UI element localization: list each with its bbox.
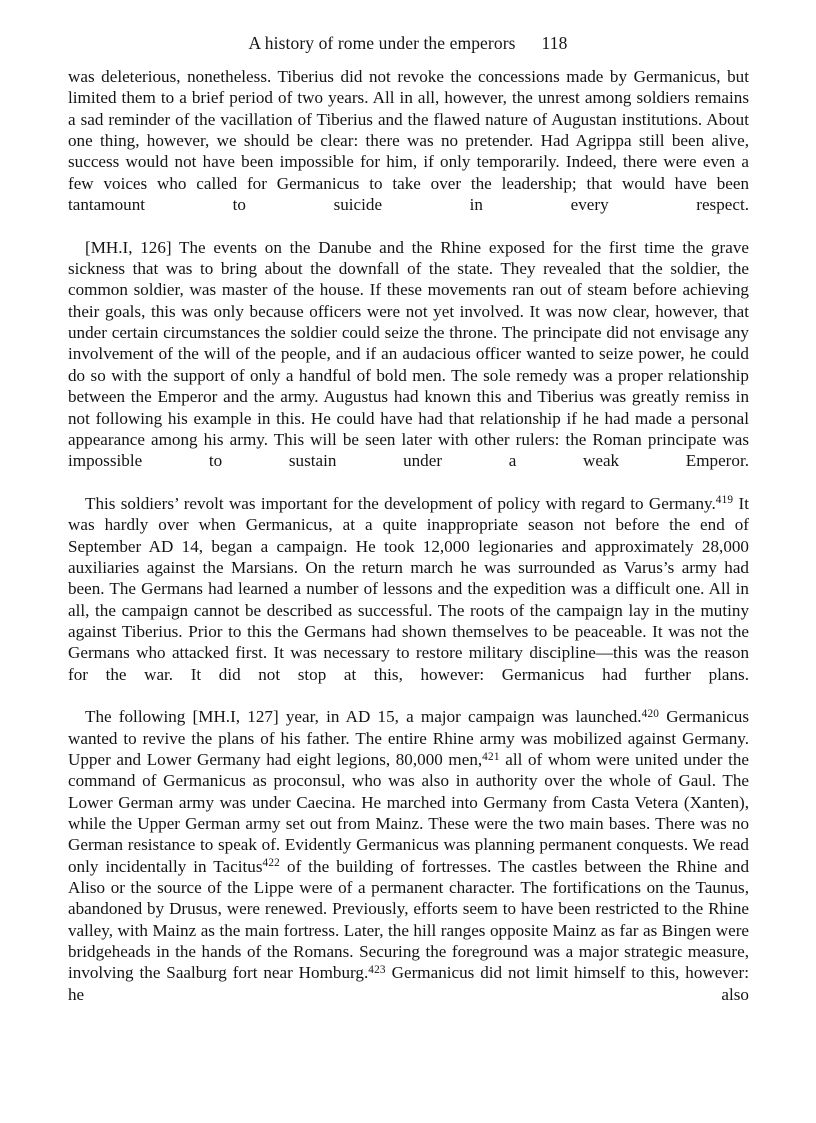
body-paragraph [68,66,749,237]
paragraph-text: It was hardly over when Germanicus, at a quite inappropriate season not before the end of September AD 14, began a campaign. He took 12,000 legionaries and approximately 28,000 auxiliaries against the Marsians. On the return march he was surrounded as Varus’s army had been. The Germans had learned a number of lessons and the expedition was a difficult one. All in all, the campaign cannot be described as successful. The roots of the campaign lay in the mutiny against Tiberius. Prior to this the Germans had shown themselves to be peaceable. It was not the Germans who attacked first. It was necessary to restore military discipline—this was the reason for the war. It did not stop at this, however: Germanicus had further plans. [68,493,749,684]
paragraph-text: The following [MH.I, 127] year, in AD 15, a major campaign was launched. [85,707,642,727]
body-paragraph [68,493,749,706]
running-header-title: A history of rome under the emperors [248,33,516,53]
paragraph-text: Germanicus did not limit himself to this, however: he also [68,963,749,1004]
body-paragraph [68,706,749,1026]
paragraph-text: all of whom were united under the command of Germanicus as proconsul, who was also in authority over the whole of Gaul. The Lower German army was under Caecina. He marched into Germany from Casta Vetera (Xanten), while the Upper German army set out from Mainz. These were the two main bases. There was no German resistance to speak of. Evidently Germanicus was planning permanent conquests. We read only incidentally in Tacitus [68,750,749,876]
page-number: 118 [541,33,568,53]
paragraph-text: [MH.I, 126] The events on the Danube and the Rhine exposed for the first time the grave sickness that was to bring about the downfall of the state. They revealed that the soldier, the common soldier, was master of the house. If these movements ran out of steam before achieving their goals, this was only because officers were not yet involved. It was now clear, however, that under certain circumstances the soldier could seize the throne. The principate did not envisage any involvement of the will of the people, and if an audacious officer wanted to seize power, he could do so with the support of only a handful of bold men. The sole remedy was a proper relationship between the Emperor and the army. Augustus had known this and Tiberius was greatly remiss in not following his example in this. He could have had that relationship if he had made a personal appearance among his army. This will be seen later with other rulers: the Roman principate was impossible to sustain under a weak Emperor. [68,237,749,471]
body-text-block [68,66,749,1026]
body-paragraph [68,237,749,493]
footnote-marker[interactable]: 422 [262,857,280,870]
paragraph-text: Germanicus wanted to revive the plans of his father. The entire Rhine army was mobilized against Germany. Upper and Lower Germany had eight legions, 80,000 men, [68,707,749,769]
paragraph-text: This soldiers’ revolt was important for the development of policy with regard to Germany. [85,493,716,513]
footnote-marker[interactable]: 420 [641,707,660,720]
footnote-marker[interactable]: 419 [715,494,734,507]
paragraph-text: was deleterious, nonetheless. Tiberius did not revoke the concessions made by Germanicus, but limited them to a brief period of two years. All in all, however, the unrest among soldiers remains a sad reminder of the vacillation of Tiberius and the flawed nature of Augustan institutions. About one thing, however, we should be clear: there was no pretender. Had Agrippa still been alive, success would not have been impossible for him, if only temporarily. Indeed, there were even a few voices who called for Germanicus to take over the leadership; that would have been tantamount to suicide in every respect. [68,67,749,215]
paragraph-text: of the building of fortresses. The castles between the Rhine and Aliso or the source of the Lippe were of a permanent character. The fortifications on the Taunus, abandoned by Drusus, were renewed. Previously, efforts seem to have been restricted to the Rhine valley, with Mainz as the main fortress. Later, the hill ranges opposite Mainz as far as Bingen were bridgeheads in the hands of the Romans. Securing the foreground was a major strategic measure, involving the Saalburg fort near Homburg. [68,856,749,983]
running-header [68,32,748,54]
footnote-marker[interactable]: 421 [482,750,500,763]
footnote-marker[interactable]: 423 [368,964,386,977]
